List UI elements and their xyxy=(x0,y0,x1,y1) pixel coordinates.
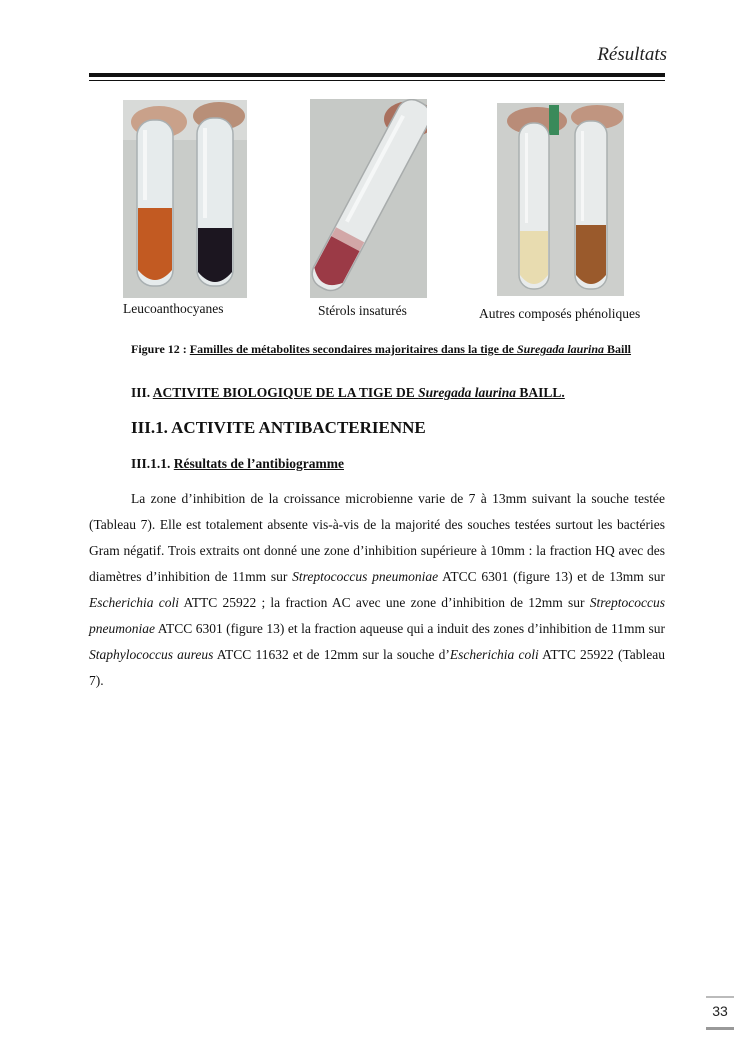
photo-caption-leucoanthocyanes: Leucoanthocyanes xyxy=(123,301,224,316)
figure-caption-prefix: Figure 12 : xyxy=(131,342,190,356)
figure-caption-text: Familles de métabolites secondaires majoritaires dans la tige de Suregada laurina Baill xyxy=(189,342,632,356)
page-number: 33 xyxy=(706,996,734,1030)
page-number-bar xyxy=(706,1027,734,1030)
figure-caption xyxy=(131,342,631,357)
body-paragraph: La zone d’inhibition de la croissance microbienne varie de 7 à 13mm suivant la souche testée (Tableau 7). Elle est totalement absente vis-à-vis de la majorité des souches testées surtout les bactéries Gram négatif. Trois extraits ont donné une zone d’inhibition supérieure à 10mm : la fraction HQ avec des diamètres d’inhibition de 11mm sur Streptococcus pneumoniae ATCC 6301 (figure 13) et de 13mm sur Escherichia coli ATTC 25922 ; la fraction AC avec une zone d’inhibition de 12mm sur Streptococcus pneumoniae ATCC 6301 (figure 13) et la fraction aqueuse qui a induit des zones d’inhibition de 11mm sur Staphylococcus aureus ATCC 11632 et de 12mm sur la souche d’Escherichia coli ATTC 25922 (Tableau 7). xyxy=(89,491,666,688)
subsubsection-heading: III.1.1. Résultats de l’antibiogramme xyxy=(131,456,344,471)
header-rule-thick xyxy=(89,73,665,77)
photo-autres-composes-phenoliques xyxy=(497,103,624,296)
photo-sterols-insatures xyxy=(310,99,427,298)
header-title: Résultats xyxy=(597,44,667,65)
subsection-heading: III.1. ACTIVITE ANTIBACTERIENNE xyxy=(131,418,426,437)
photo-caption-sterols: Stérols insaturés xyxy=(318,303,407,318)
header-rule-thin xyxy=(89,80,665,81)
photo-leucoanthocyanes xyxy=(123,100,247,298)
photo-caption-phenoliques: Autres composés phénoliques xyxy=(479,306,641,321)
section-heading: III. ACTIVITE BIOLOGIQUE DE LA TIGE DE Suregada laurina BAILL. xyxy=(131,385,565,400)
